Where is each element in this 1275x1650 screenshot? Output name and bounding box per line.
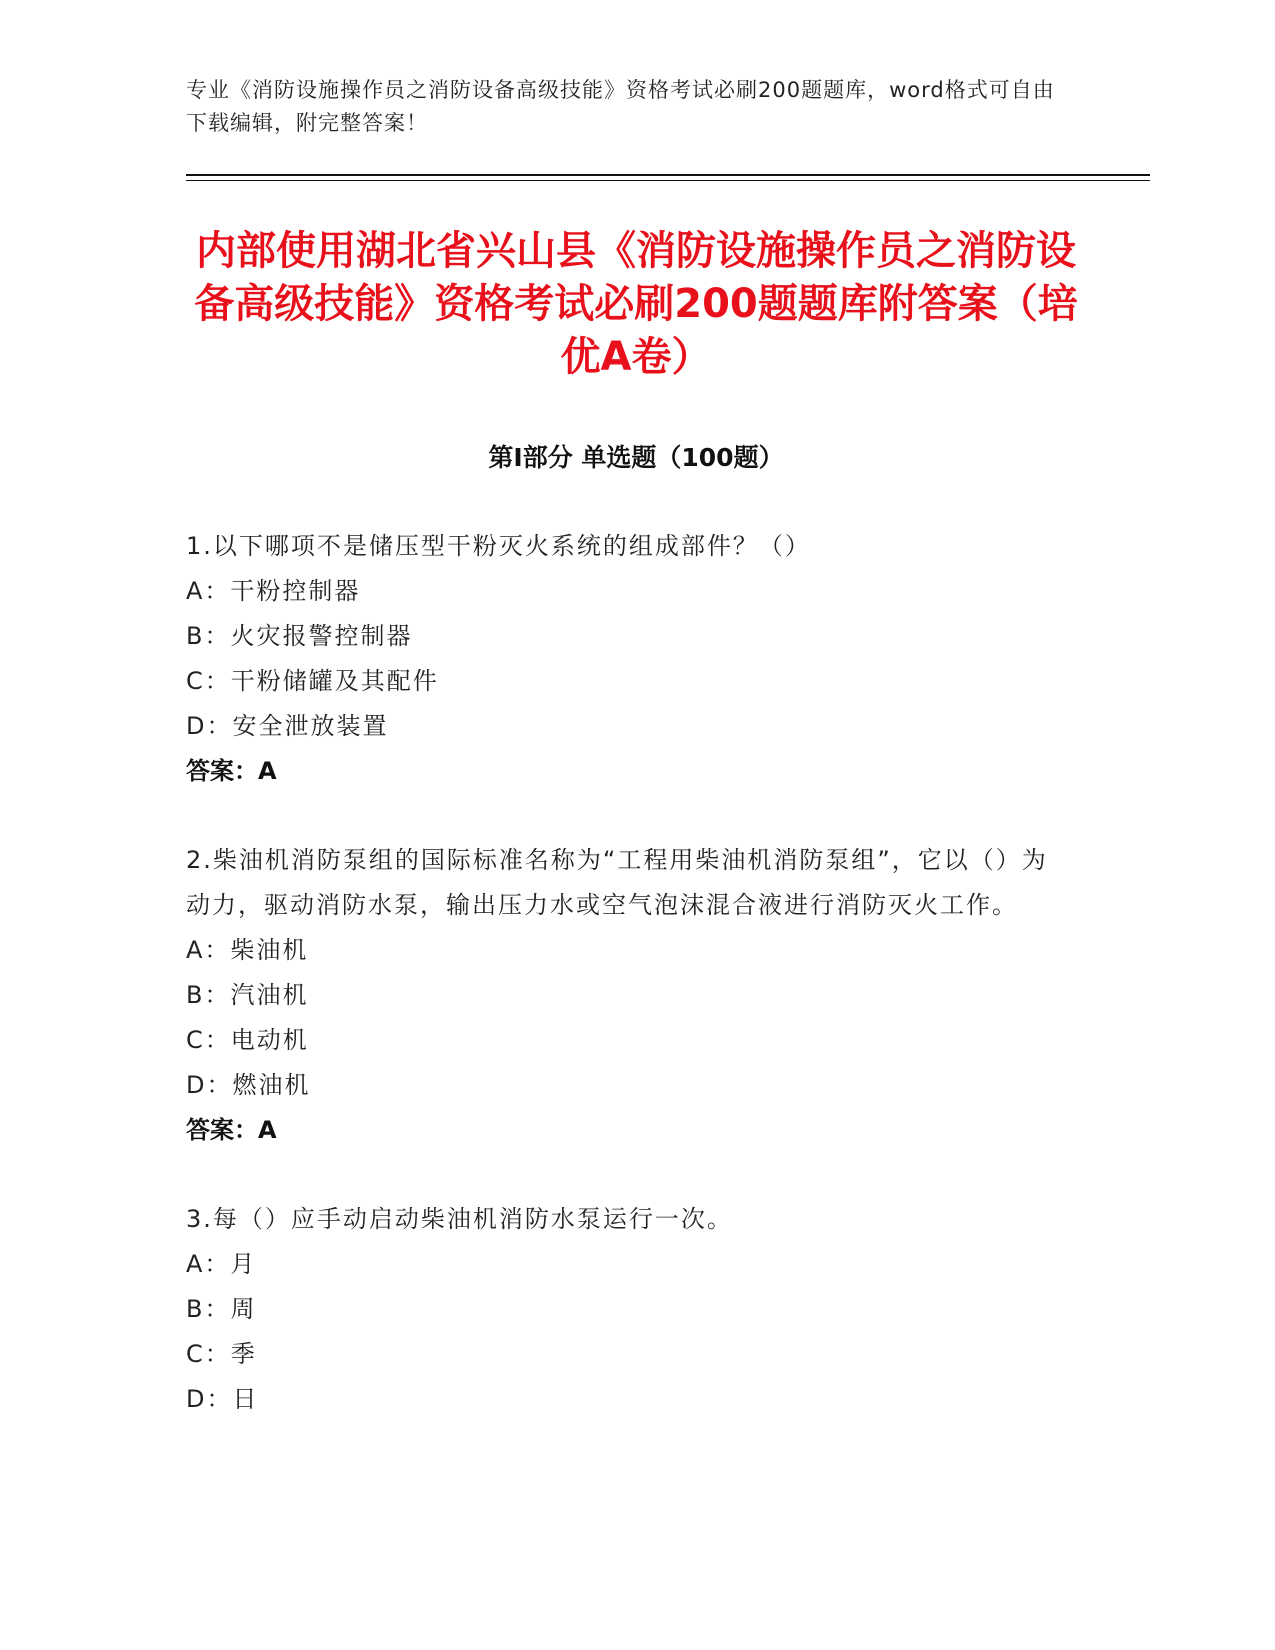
option-b: B：火灾报警控制器 [186,622,413,650]
option-c: C：季 [186,1340,257,1368]
header-rule-thick [186,174,1150,176]
option-c: C：电动机 [186,1026,309,1054]
question-list [186,524,1066,1466]
answer: 答案：A [186,757,277,785]
option-a: A：干粉控制器 [186,577,361,605]
header-note: 专业《消防设施操作员之消防设备高级技能》资格考试必刷200题题库，word格式可自由下载编辑，附完整答案！ [186,78,1055,135]
question-1 [186,524,1066,794]
option-d: D：安全泄放装置 [186,712,389,740]
question-stem: 2.柴油机消防泵组的国际标准名称为“工程用柴油机消防泵组”，它以（）为动力，驱动消防水泵，输出压力水或空气泡沫混合液进行消防灭火工作。 [186,846,1048,919]
answer: 答案：A [186,1116,277,1144]
question-stem: 3.每（）应手动启动柴油机消防水泵运行一次。 [186,1205,733,1233]
option-d: D：日 [186,1385,259,1413]
section-title: 第I部分 单选题（100题） [488,443,784,472]
option-b: B：汽油机 [186,981,309,1009]
question-3 [186,1197,1066,1422]
option-a: A：月 [186,1250,257,1278]
document-title: 内部使用湖北省兴山县《消防设施操作员之消防设备高级技能》资格考试必刷200题题库附答案（培优A卷） [194,228,1078,380]
option-b: B：周 [186,1295,257,1323]
question-2 [186,838,1066,1153]
option-a: A：柴油机 [186,936,309,964]
header-rule-thin [186,180,1150,181]
option-c: C：干粉储罐及其配件 [186,667,439,695]
option-d: D：燃油机 [186,1071,311,1099]
question-stem: 1.以下哪项不是储压型干粉灭火系统的组成部件？（） [186,532,811,560]
